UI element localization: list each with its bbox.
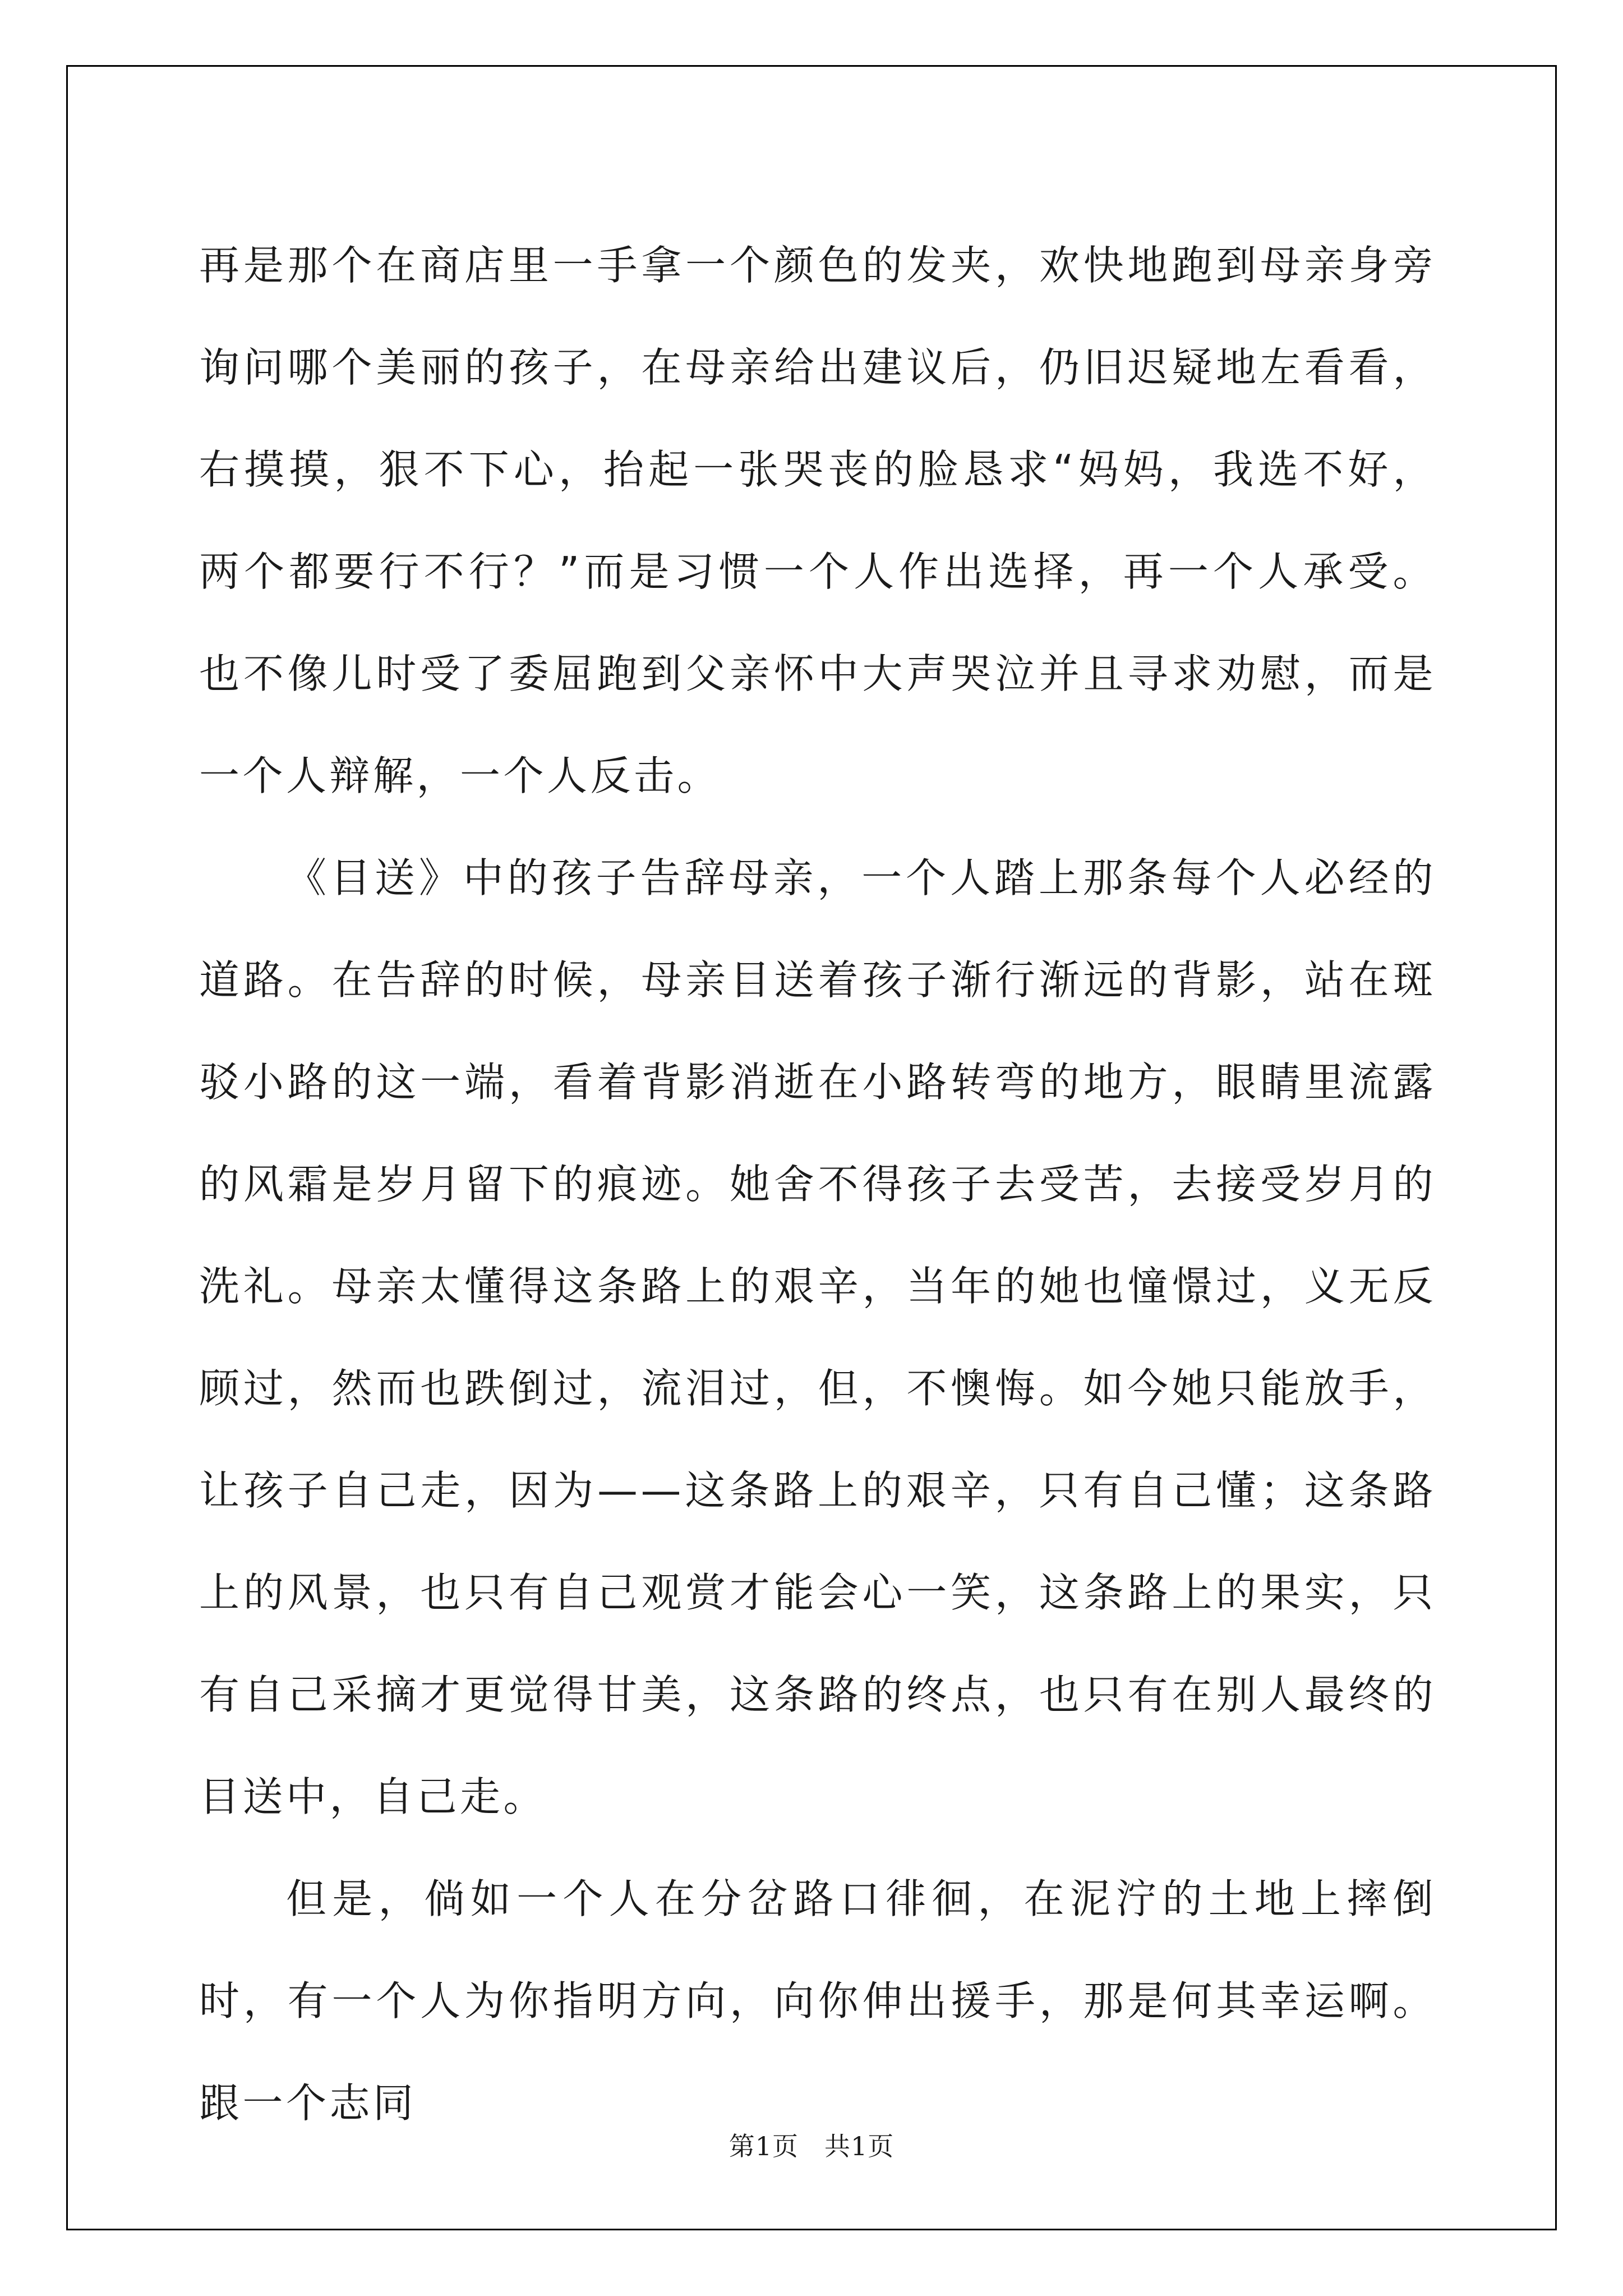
page-footer xyxy=(0,2126,1623,2163)
paragraph-1: 再是那个在商店里一手拿一个颜色的发夹，欢快地跑到母亲身旁询问哪个美丽的孩子，在母亲给出建议后，仍旧迟疑地左看看，右摸摸，狠不下心，抬起一张哭丧的脸恳求“妈妈，我选不好，两个都要行不行？”而是习惯一个人作出选择，再一个人承受。也不像儿时受了委屈跑到父亲怀中大声哭泣并且寻求劝慰，而是一个人辩解，一个人反击。 xyxy=(199,242,1436,799)
page-total: 共1页 xyxy=(824,2131,895,2161)
paragraph-3: 但是，倘如一个人在分岔路口徘徊，在泥泞的土地上摔倒时，有一个人为你指明方向，向你伸出援手，那是何其幸运啊。跟一个志同 xyxy=(199,1875,1436,2127)
paragraph-2: 《目送》中的孩子告辞母亲，一个人踏上那条每个人必经的道路。在告辞的时候，母亲目送着孩子渐行渐远的背影，站在斑驳小路的这一端，看着背影消逝在小路转弯的地方，眼睛里流露的风霜是岁月留下的痕迹。她舍不得孩子去受苦，去接受岁月的洗礼。母亲太懂得这条路上的艰辛，当年的她也憧憬过，义无反顾过，然而也跌倒过，流泪过，但，不懊悔。如今她只能放手，让孩子自己走，因为——这条路上的艰辛，只有自己懂；这条路上的风景，也只有自己观赏才能会心一笑，这条路上的果实，只有自己采摘才更觉得甘美，这条路的终点，也只有在别人最终的目送中，自己走。 xyxy=(199,854,1436,1820)
page-number: 第1页 xyxy=(728,2131,799,2161)
document-body xyxy=(199,214,1436,2154)
